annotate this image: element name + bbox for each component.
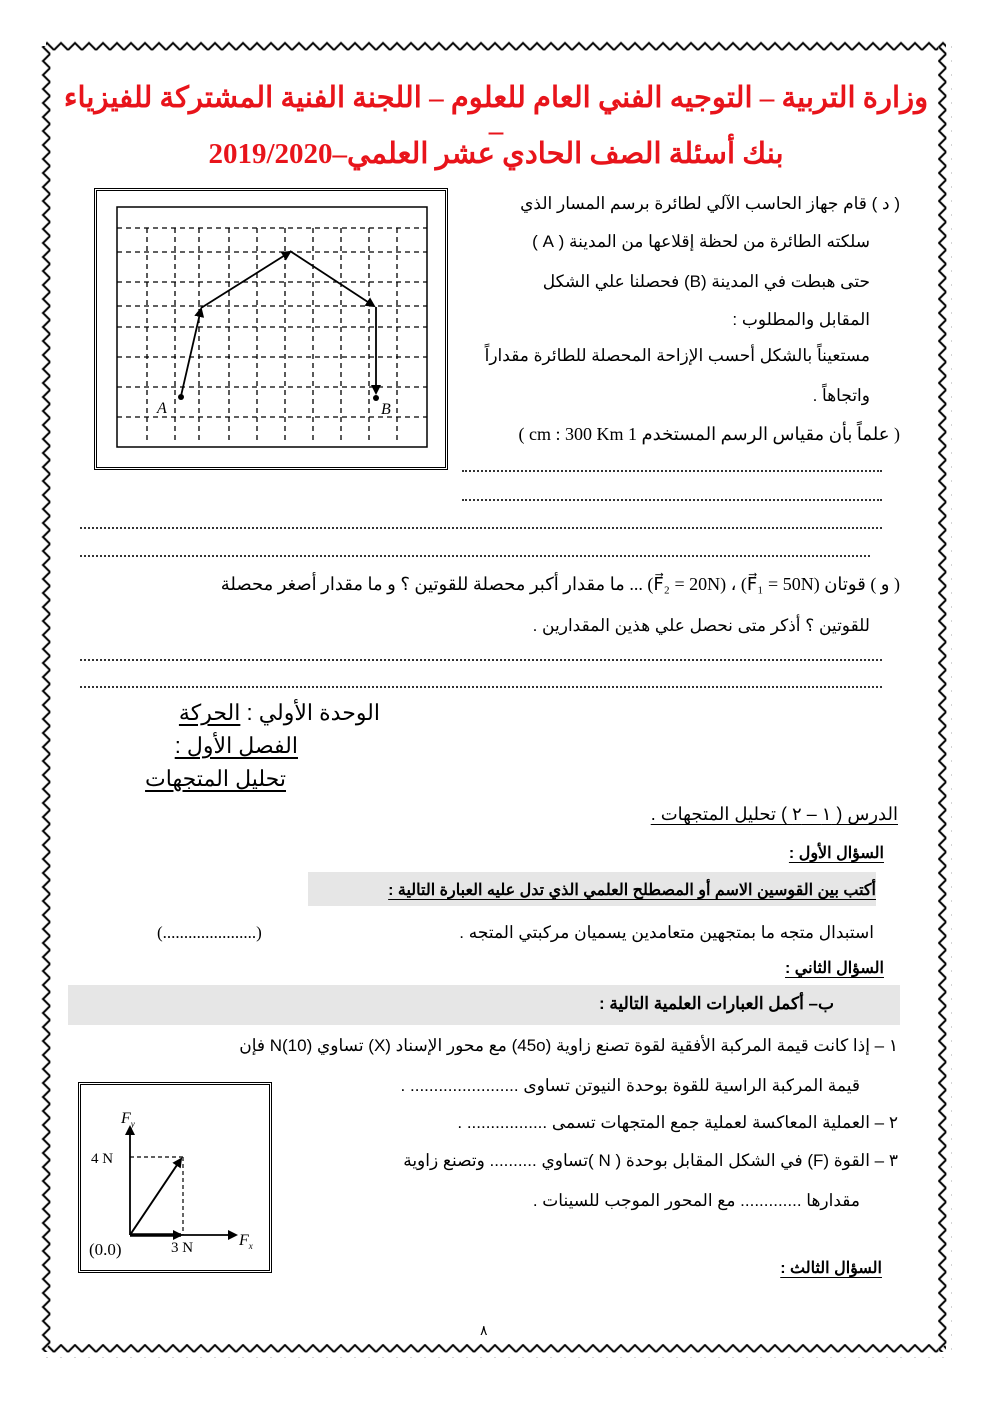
q1-heading: السؤال الأول : — [788, 845, 884, 862]
q2-item-3-cont: مقدارها ............. مع المحور الموجب للسينات . — [532, 1191, 860, 1210]
page-number: ٨ — [480, 1322, 488, 1338]
chapter-name: تحليل المتجهات — [145, 766, 286, 791]
q2-instruction: ب– أكمل العبارات العلمية التالية : — [598, 994, 834, 1013]
q1-instruction: أكتب بين القوسين الاسم أو المصطلح العلمي الذي تدل عليه العبارة التالية : — [388, 882, 876, 899]
point-a-label: A — [157, 400, 167, 417]
origin-label: (0.0) — [89, 1240, 122, 1259]
q2-item-1-cont: قيمة المركبة الراسية للقوة بوحدة النيوتن تساوى ....................... . — [400, 1076, 860, 1095]
q2-item-1: ١ – إذا كانت قيمة المركبة الأفقية لقوة تصنع زاوية (45o) مع محور الإسناد (X) تساوي N(10) فإن — [239, 1036, 898, 1055]
fx-axis-label: $F_x$ — [239, 1232, 253, 1251]
answer-line[interactable] — [80, 527, 882, 529]
chapter-label: الفصل الأول : — [174, 733, 298, 758]
qd-line-2: سلكته الطائرة من لحظة إقلاعها من المدينة ( A ) — [532, 232, 870, 251]
lesson-title: الدرس ( ١ – ٢ ) تحليل المتجهات . — [650, 804, 898, 824]
answer-line[interactable] — [80, 555, 870, 557]
q3-heading: السؤال الثالث : — [780, 1260, 882, 1277]
qd-line-7: ( علماً بأن مقياس الرسم المستخدم 1 cm : 300 Km ) — [518, 424, 900, 444]
answer-line[interactable] — [80, 659, 882, 661]
unit-name: الحركة — [178, 700, 241, 725]
flight-path-figure — [94, 188, 448, 470]
q2-heading: السؤال الثاني : — [785, 960, 884, 977]
unit-title — [179, 700, 380, 726]
force-vector-figure — [78, 1082, 272, 1273]
q1-statement: استبدال متجه ما بمتجهين متعامدين يسميان مركبتي المتجه . — [459, 923, 874, 942]
y-component-value: 4 N — [91, 1151, 114, 1167]
answer-line[interactable] — [462, 499, 882, 501]
qw-line-2: للقوتين ؟ أذكر متى نحصل علي هذين المقدارين . — [532, 616, 870, 635]
answer-line[interactable] — [80, 686, 882, 688]
qd-line-3: حتى هبطت في المدينة (B) فحصلنا علي الشكل — [542, 272, 870, 291]
point-b-label: B — [381, 401, 391, 418]
force-components-diagram — [81, 1085, 269, 1270]
answer-line[interactable] — [462, 470, 882, 472]
header-line-1: وزارة التربية – التوجيه الفني العام للعلوم – اللجنة الفنية المشتركة للفيزياء – — [63, 82, 929, 147]
flight-path-diagram — [97, 191, 445, 467]
x-component-value: 3 N — [171, 1240, 194, 1256]
qw-line-1: ( و ) قوتان (F⃗₁ = 50N) ، (F⃗₂ = 20N) ... ما مقدار أكبر محصلة للقوتين ؟ و ما مقدار أصغر محصلة — [220, 574, 900, 594]
header-line-2: بنك أسئلة الصف الحادي عشر العلمي–2019/2020 — [208, 138, 784, 170]
q2-item-2: ٢ – العملية المعاكسة لعملية جمع المتجهات تسمى ................. . — [457, 1113, 898, 1132]
q1-answer-blank[interactable]: (......................) — [157, 923, 262, 942]
qd-line-6: واتجاهاً . — [812, 386, 870, 405]
qd-line-5: مستعيناً بالشكل أحسب الإزاحة المحصلة للطائرة مقداراً — [484, 346, 870, 365]
qd-line-1: ( د ) قام جهاز الحاسب الآلي لطائرة برسم المسار الذي — [520, 194, 900, 213]
q2-item-3: ٣ – القوة (F) في الشكل المقابل بوحدة ( N )تساوي .......... وتصنع زاوية — [403, 1151, 898, 1170]
qd-line-4: المقابل والمطلوب : — [732, 310, 870, 329]
fy-axis-label: $F_y$ — [121, 1110, 135, 1129]
unit-label: الوحدة الأولي : — [246, 700, 380, 725]
